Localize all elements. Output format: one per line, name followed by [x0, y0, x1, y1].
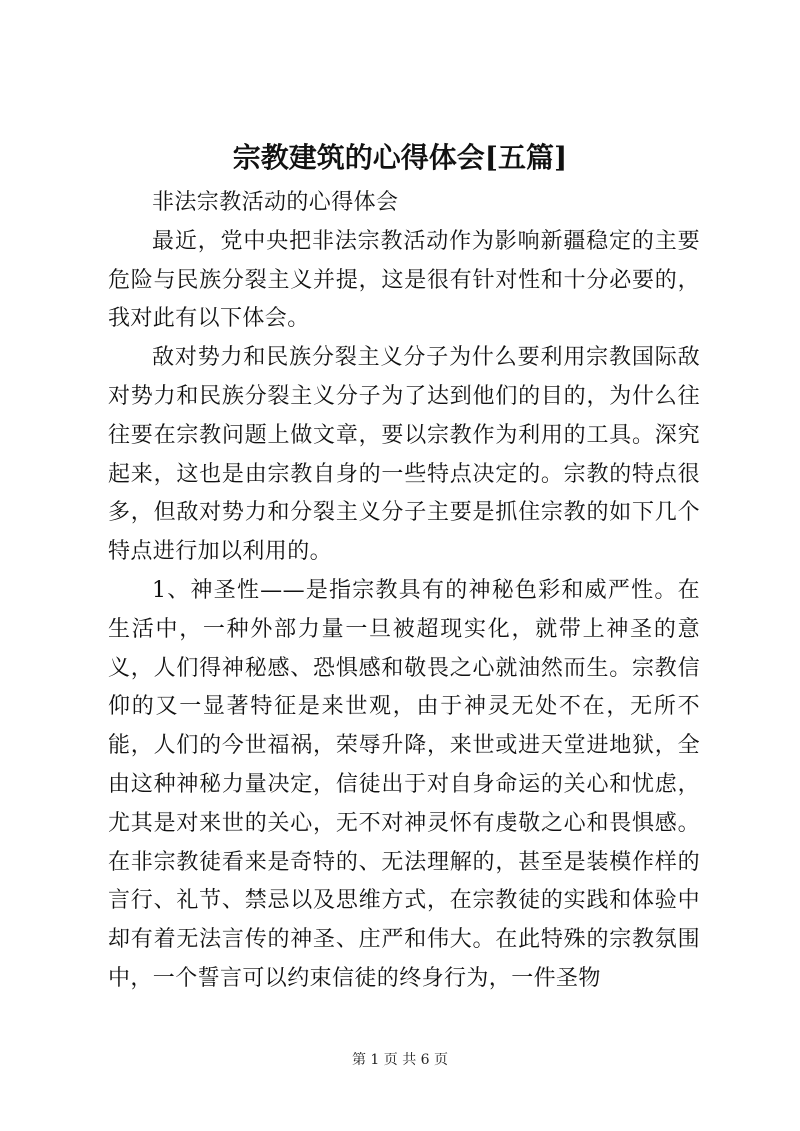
paragraph-reasons: 敌对势力和民族分裂主义分子为什么要利用宗教国际敌对势力和民族分裂主义分子为了达到他们的目的，为什么往往要在宗教问题上做文章，要以宗教作为利用的工具。深究起来，这也是由宗教自身的一些特点决定的。宗教的特点很多，但敌对势力和分裂主义分子主要是抓住宗教的如下几个特点进行加以利用的。: [108, 345, 700, 565]
page-number-footer: 第 1 页 共 6 页: [351, 1052, 449, 1068]
paragraph-subtitle: 非法宗教活动的心得体会: [152, 190, 399, 215]
document-title: 宗教建筑的心得体会[五篇]: [232, 141, 568, 174]
paragraph-sacredness: 1、神圣性——是指宗教具有的神秘色彩和威严性。在生活中，一种外部力量一旦被超现实化，就带上神圣的意义，人们得神秘感、恐惧感和敬畏之心就油然而生。宗教信仰的又一显著特征是来世观，由于神灵无处不在，无所不能，人们的今世福祸，荣辱升降，来世或进天堂进地狱，全由这种神秘力量决定，信徒出于对自身命运的关心和忧虑，尤其是对来世的关心，无不对神灵怀有虔敬之心和畏惧感。在非宗教徒看来是奇特的、无法理解的，甚至是装模作样的言行、礼节、禁忌以及思维方式，在宗教徒的实践和体验中却有着无法言传的神圣、庄严和伟大。在此特殊的宗教氛围中，一个誓言可以约束信徒的终身行为，一件圣物: [108, 577, 700, 991]
document-body: [108, 184, 700, 999]
paragraph-intro: 最近，党中央把非法宗教活动作为影响新疆稳定的主要危险与民族分裂主义并提，这是很有针对性和十分必要的，我对此有以下体会。: [108, 228, 700, 332]
